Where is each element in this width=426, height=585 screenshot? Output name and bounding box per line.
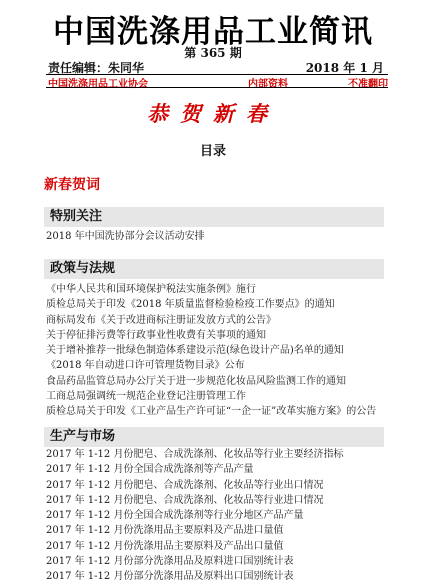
toc-item[interactable]: 关于增补推荐一批绿色制造体系建设示范(绿色设计产品)名单的通知 xyxy=(46,345,344,357)
toc-item[interactable]: 食品药品监管总局办公厅关于进一步规范化妆品风险监测工作的通知 xyxy=(46,375,346,387)
toc-item[interactable]: 质检总局关于印发《2018 年质量监督检验检疫工作要点》的通知 xyxy=(46,299,335,311)
editor-label: 责任编辑：朱同华 xyxy=(48,61,145,75)
toc-item[interactable]: 2017 年 1-12 月份全国合成洗涤剂等产品产量 xyxy=(46,464,254,476)
toc-item[interactable]: 《中华人民共和国环境保护税法实施条例》施行 xyxy=(46,284,256,295)
toc-item[interactable]: 2017 年 1-12 月份部分洗涤用品及原料进口国别统计表 xyxy=(46,556,294,568)
toc-title: 目录 xyxy=(199,144,226,159)
issue-number: 第 365 期 xyxy=(184,46,242,60)
toc-item[interactable]: 工商总局强调统一规范企业登记注册管理工作 xyxy=(46,391,246,403)
toc-item[interactable]: 2018 年中国洗协部分会议活动安排 xyxy=(46,231,205,242)
toc-item[interactable]: 2017 年 1-12 月份肥皂、合成洗涤剂、化妆品等行业进口情况 xyxy=(46,494,324,506)
toc-item[interactable]: 商标局发布《关于改进商标注册证发放方式的公告》 xyxy=(46,314,276,326)
toc-item[interactable]: 关于停征排污费等行政事业性收费有关事项的通知 xyxy=(46,329,266,341)
toc-item[interactable]: 2017 年 1-12 月份洗涤用品主要原料及产品出口量值 xyxy=(46,540,284,552)
section-heading-special-focus: 特别关注 xyxy=(44,207,384,227)
toc-item[interactable]: 《2018 年自动进口许可管理货物目录》公布 xyxy=(46,360,245,372)
newsletter-masthead: 中国洗涤用品工业简讯 xyxy=(53,14,373,50)
association-name: 中国洗涤用品工业协会 xyxy=(48,79,148,90)
issue-date: 2018 年 1 月 xyxy=(305,61,384,75)
section-list-policy xyxy=(46,282,406,420)
toc-item[interactable]: 2017 年 1-12 月份部分洗涤用品及原料出口国别统计表 xyxy=(46,571,294,583)
toc-new-year-message[interactable]: 新春贺词 xyxy=(44,177,100,193)
toc-item[interactable]: 2017 年 1-12 月份全国合成洗涤剂等行业分地区产品产量 xyxy=(46,510,304,522)
toc-item[interactable]: 2017 年 1-12 月份肥皂、合成洗涤剂、化妆品等行业出口情况 xyxy=(46,479,324,491)
section-heading-policy: 政策与法规 xyxy=(44,259,384,279)
new-year-greeting: 恭贺新春 xyxy=(147,101,279,126)
section-list-production-market xyxy=(46,447,406,585)
header-rule-bottom xyxy=(46,87,388,88)
toc-item[interactable]: 2017 年 1-12 月份肥皂、合成洗涤剂、化妆品等行业主要经济指标 xyxy=(46,449,344,460)
toc-item[interactable]: 2017 年 1-12 月份洗涤用品主要原料及产品进口量值 xyxy=(46,525,284,537)
toc-item[interactable]: 质检总局关于印发《工业产品生产许可证“一企一证”改革实施方案》的公告 xyxy=(46,406,377,418)
internal-material-label: 内部资料 xyxy=(248,79,288,90)
section-heading-production-market: 生产与市场 xyxy=(44,427,384,447)
no-copy-label: 不准翻印 xyxy=(348,79,388,90)
section-list-special-focus xyxy=(46,229,406,244)
